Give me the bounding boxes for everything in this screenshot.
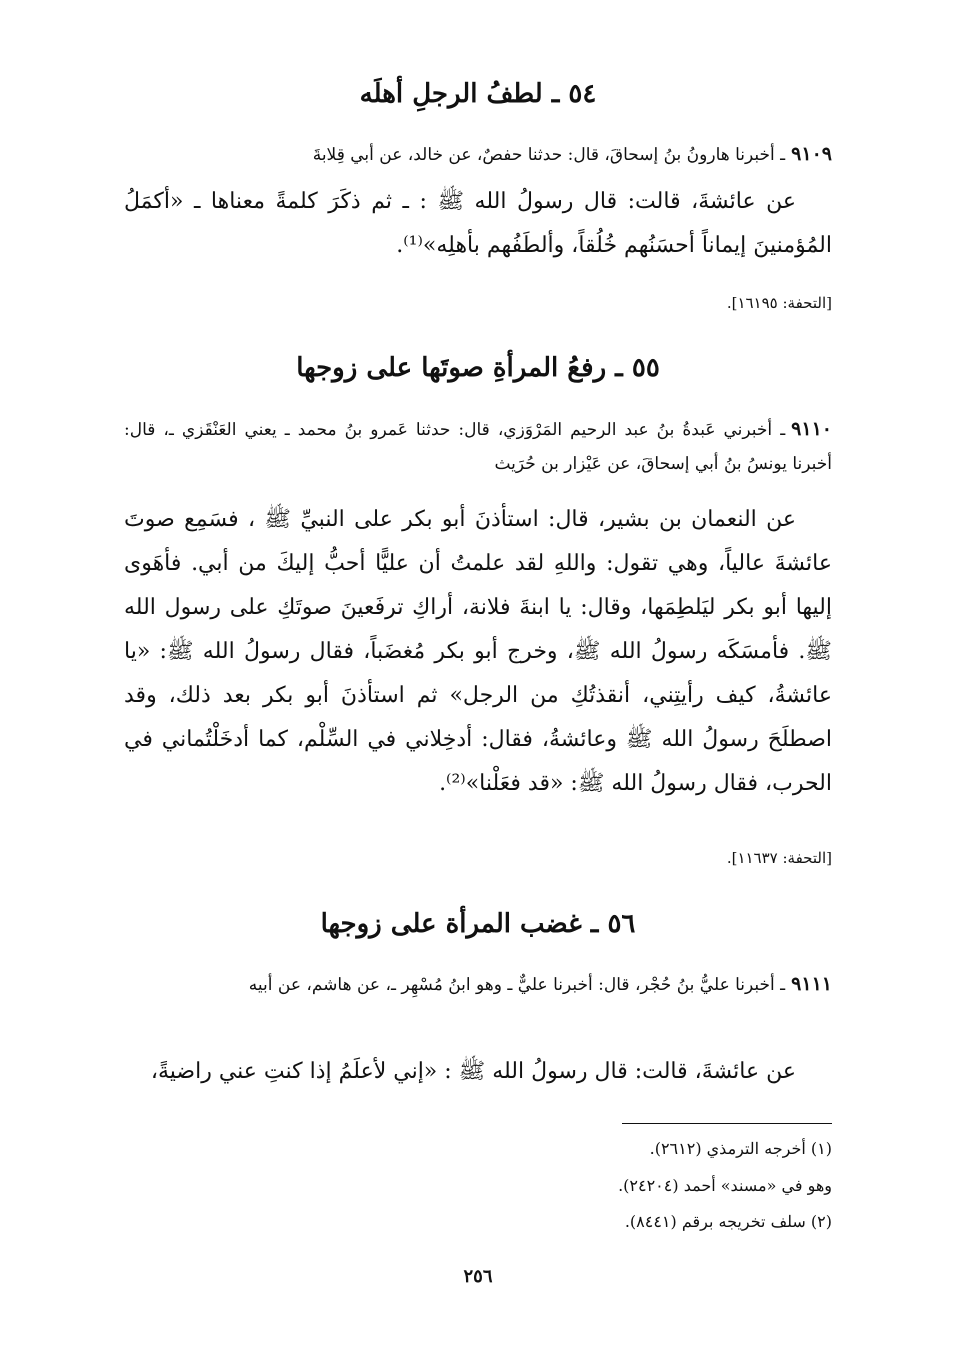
hadith-matn-9111: عن عائشةَ، قالت: قال رسولُ الله ﷺ : «إني لأعلَمُ إذا كنتِ عني راضيةً، — [150, 1059, 796, 1084]
isnad-text: ـ أخبرنا هارونُ بنُ إسحاقَ، قال: حدثنا حفصٌ، عن خالد، عن أبي قِلابةَ — [312, 145, 786, 165]
page-number: ٢٥٦ — [463, 1266, 493, 1287]
hadith-isnad-9109 — [124, 137, 832, 172]
chapter-heading-56: ٥٦ ـ غضب المرأة على زوجها — [320, 909, 636, 939]
isnad-text: ـ أخبرنا عليُّ بنُ حُجْر، قال: أخبرنا عليٌّ ـ وهو ابنُ مُسْهِر ـ، عن هاشم، عن أبيه — [248, 975, 786, 995]
hadith-number: ٩١٠٩ — [791, 143, 832, 165]
footnote-1: (١) أخرجه الترمذي (٢٦١٢). — [649, 1139, 832, 1158]
isnad-text: ـ أخبرني عَبدةُ بنُ عبد الرحيم المَرْوَزي، قال: حدثنا عَمرو بنُ محمد ـ يعني العَنْقَزي ـ، قال: أخبرنا يونسُ بنُ أبي إسحاقَ، عن عَيْزار بن حُرَيث — [124, 420, 832, 474]
hadith-number: ٩١١١ — [791, 973, 832, 995]
footnote-2: (٢) سلف تخريجه برقم (٨٤٤١). — [624, 1212, 832, 1231]
hadith-matn-9109: عن عائشةَ، قالت: قال رسولُ الله ﷺ : ـ ثم ذكَرَ كلمةً معناها ـ «أكمَلُ المُؤمنينَ إيماناً أحسَنُهم خُلُقاً، وألطَفُهم بأهلِه»⁽¹⁾. — [124, 189, 832, 258]
tuhfa-reference: [التحفة: ١١٦٣٧]. — [726, 849, 832, 867]
tuhfa-reference: [التحفة: ١٦١٩٥]. — [726, 294, 832, 312]
chapter-heading-54: ٥٤ ـ لطفُ الرجلِ أهلَه — [359, 79, 597, 109]
hadith-isnad-9111 — [124, 967, 832, 1002]
hadith-matn-9110: عن النعمان بن بشير، قال: استأذنَ أبو بكر على النبيِّ ﷺ ، فسَمِع صوتَ عائشةَ عالياً، وهي تقول: واللهِ لقد علمتُ أن عليًّا أحبُّ إليكَ من أبي. فأهَوى إليها أبو بكر ليَلطِمَها، وقال: يا ابنةَ فلانة، أراكِ ترفَعينَ صوتَكِ على رسول الله ﷺ. فأمسَكَه رسولُ الله ﷺ، وخرج أبو بكر مُغضَباً، فقال رسولُ الله ﷺ: «يا عائشةُ، كيف رأيتِني، أنقذتُكِ من الرجل» ثم استأذنَ أبو بكر بعد ذلك، وقد اصطلَحَ رسولُ الله ﷺ وعائشةُ، فقال: أدخِلاني في السِّلْم، كما أدخَلْتُماني في الحرب، فقال رسولُ الله ﷺ: «قد فعَلْنا»⁽²⁾. — [124, 507, 832, 796]
hadith-number: ٩١١٠ — [791, 418, 832, 440]
footnote-separator — [622, 1123, 832, 1124]
chapter-heading-55: ٥٥ ـ رفعُ المرأةِ صوتَها على زوجها — [296, 353, 660, 383]
footnote-1-continued: وهو في «مسند» أحمد (٢٤٢٠٤). — [618, 1176, 832, 1195]
hadith-isnad-9110 — [124, 412, 832, 481]
